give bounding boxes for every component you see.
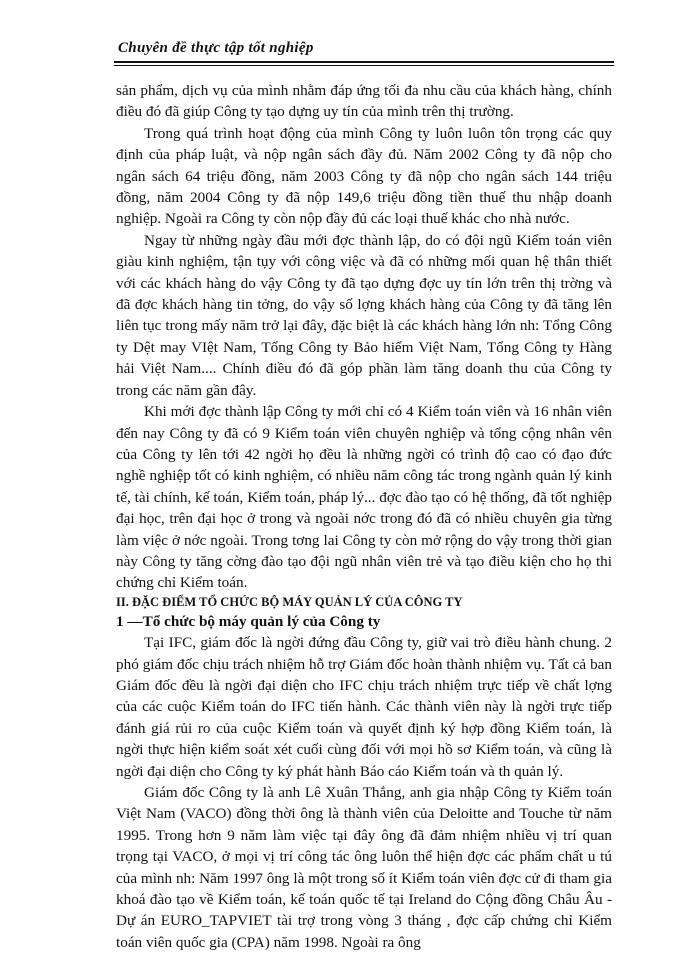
paragraph-6: Giám đốc Công ty là anh Lê Xuân Thắng, anh gia nhập Công ty Kiểm toán Việt Nam (VACO) đồng thời ông là thành viên của Deloitte and Touche từ năm 1995. Trong hơn 9 năm làm việc tại đây ông đã đảm nhiệm nhiều vị trí quan trọng tại VACO, ở mọi vị trí công tác ông luôn thể hiện đợc các phẩm chất u tú của mình nh: Năm 1997 ông là một trong số ít Kiểm toán viên đợc cử đi tham gia khoá đào tạo về Kiểm toán, kế toán quốc tế tại Ireland do Cộng đồng Châu Âu - Dự án EURO_TAPVIET tài trợ trong vòng 3 tháng , đợc cấp chứng chỉ Kiểm toán viên quốc gia (CPA) năm 1998. Ngoài ra ông — [116, 784, 612, 951]
header-rule-thick — [114, 61, 614, 63]
subsection-heading: 1 —Tổ chức bộ máy quản lý của Công ty — [116, 612, 381, 630]
document-body — [116, 80, 612, 953]
paragraph-5: Tại IFC, giám đốc là ngời đứng đầu Công ty, giữ vai trò điều hành chung. 2 phó giám đốc chịu trách nhiệm hỗ trợ Giám đốc hoàn thành nhiệm vụ. Tất cả ban Giám đốc đều là ngời đại diện cho IFC chịu trách nhiệm trực tiếp về chất lợng của các cuộc Kiểm toán do IFC tiến hành. Các thành viên này là ngời trực tiếp đánh giá rủi ro của cuộc Kiểm toán và quyết định ký hợp đồng Kiểm toán, là ngời thực hiện kiểm soát xét cuối cùng đối với mọi hồ sơ Kiểm toán, và cũng là ngời đại diện cho Công ty ký phát hành Báo cáo Kiểm toán và th quản lý. — [116, 634, 612, 780]
paragraph-4: Khi mới đợc thành lập Công ty mới chỉ có 4 Kiểm toán viên và 16 nhân viên đến nay Công ty đã có 9 Kiểm toán viên chuyên nghiệp và tổng cộng nhân vên của Công ty lên tới 42 ngời họ đều là những ngời có trình độ cao có đạo đức nghề nghiệp tốt có kinh nghiệm, có nhiều năm công tác trong ngành quản lý kinh tế, tài chính, kế toán, Kiểm toán, pháp lý... đợc đào tạo có hệ thống, đã tốt nghiệp đại học, trên đại học ở trong và ngoài nớc trong đó đã có nhiều chuyên gia từng làm việc ở nớc ngoài. Trong tơng lai Công ty còn mở rộng do vậy trong thời gian này Công ty tăng cờng đào tạo đội ngũ nhân viên trẻ và tạo điều kiện cho họ thi chứng chỉ Kiểm toán. — [116, 403, 612, 592]
paragraph-1: sản phẩm, dịch vụ của mình nhằm đáp ứng tối đa nhu cầu của khách hàng, chính điều đó đã giúp Công ty tạo dựng uy tín của mình trên thị trường. — [116, 82, 612, 121]
header-rule-thin — [114, 65, 614, 66]
section-heading: II. ĐẶC ĐIỂM TỔ CHỨC BỘ MÁY QUẢN LÝ CỦA CÔNG TY — [116, 594, 463, 609]
paragraph-2: Trong quá trình hoạt động của mình Công ty luôn luôn tôn trọng các quy định của pháp luật, và nộp ngân sách đầy đủ. Năm 2002 Công ty đã nộp cho ngân sách 64 triệu đồng, năm 2003 Công ty đã nộp cho ngân sách 144 triệu đồng, năm 2004 Công ty đã nộp 149,6 triệu đồng tiền thuế thu nhập doanh nghiệp. Ngoài ra Công ty còn nộp đầy đủ các loại thuế khác cho nhà nước. — [116, 124, 612, 228]
paragraph-3: Ngay từ những ngày đầu mới đợc thành lập, do có đội ngũ Kiểm toán viên giàu kinh nghiệm, tận tụy với công việc và đã có những mối quan hệ thân thiết với các khách hàng do vậy Công ty đã tạo dựng đợc uy tín lớn trên thị trờng và đã đợc khách hàng tin tởng, do vậy số lợng khách hàng của Công ty đã tăng lên liên tục trong mấy năm trở lại đây, đặc biệt là các khách hàng lớn nh: Tổng Công ty Dệt may VIệt Nam, Tổng Công ty Bảo hiểm Việt Nam, Tổng Công ty Hàng hải Việt Nam.... Chính điều đó đã góp phần làm tăng doanh thu của Công ty trong các năm gần đây. — [116, 231, 612, 399]
page-header — [114, 38, 614, 66]
header-title: Chuyên đề thực tập tốt nghiệp — [118, 40, 314, 56]
